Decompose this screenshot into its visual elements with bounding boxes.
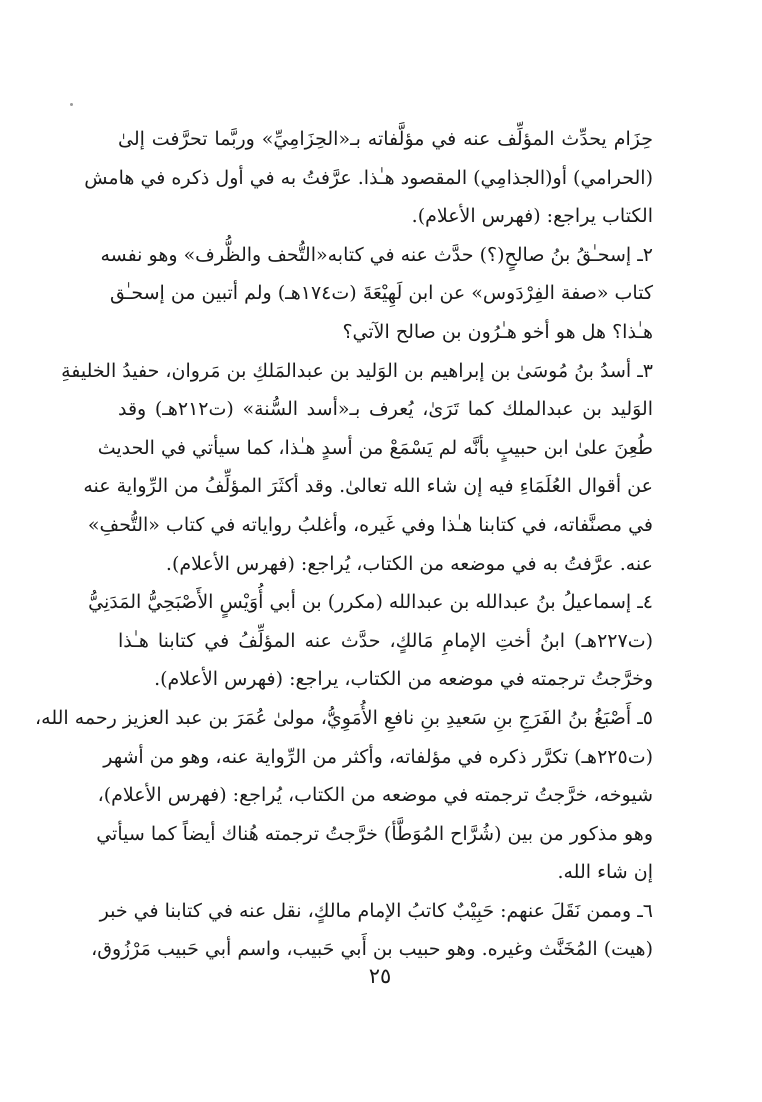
text-line: وهو مذكور من بين (شُرَّاح المُوَطَّأ) خرَّجتُ ترجمته هُناك أيضاً كما سيأتي [96,822,653,845]
text-line: عن أقوال العُلَمَاءِ فيه إن شاء الله تعالىٰ. وقد أكثَرَ المؤلِّفُ من الرِّواية عنه [83,475,653,498]
text-line: إن شاء الله. [557,861,653,884]
text-line: (هيت) المُخَنَّث وغيره. وهو حبيب بن أَبي حَبيب، واسم أبي حَبيب مَرْزُوق، [91,938,653,961]
text-line: ٥ـ أَصْبَغُ بنُ الفَرَجِ بنِ سَعيدِ بنِ نافعِ الأُمَوِيُّ، مولىٰ عُمَرَ بن عبد العزيز رحمه الله، [35,706,653,729]
text-line: ٣ـ أسدُ بنُ مُوسَىٰ بن إبراهيم بن الوَليد بن عبدالمَلكِ بن مَروان، حفيدُ الخليفةِ [61,359,653,382]
text-line: هـٰذا؟ هل هو أخو هـٰرُون بن صالح الآتي؟ [342,320,653,343]
text-line: طُعِنَ علىٰ ابن حبيبٍ بأنَّه لم يَسْمَعْ من أسدٍ هـٰذا، كما سيأتي في الحديث [97,436,653,459]
scan-speck [70,103,73,106]
body-text [35,120,654,969]
text-line: شيوخه، خرَّجتُ ترجمته في موضعه من الكتاب، يُراجع: (فهرس الأعلام)، [97,784,653,807]
text-line: كتاب «صفة الفِرْدَوس» عن ابن لَهِيْعَةَ (ت١٧٤هـ) ولم أتبين من إسحـٰق [109,282,653,305]
text-line: حِزَام يحدِّث المؤلِّف عنه في مؤلَّفاته بـ«الحِزَامِيِّ» وربَّما تحرَّفت إلىٰ [118,128,653,150]
text-line: (الحرامي) أو(الجذامِي) المقصود هـٰذا. عرَّفتُ به في أول ذكره في هامش [84,166,653,189]
text-line: (ت٢٢٥هـ) تكرَّر ذكره في مؤلفاته، وأكثر من الرِّواية عنه، وهو من أشهر [103,745,653,768]
text-line: ٢ـ إسحـٰقُ بنُ صالحٍ(؟) حدَّث عنه في كتابه«التُّحف والظُّرف» وهو نفسه [100,243,653,266]
text-line: الوَليد بن عبدالملك كما تَرَىٰ، يُعرف بـ«أسد السُّنة» (ت٢١٢هـ) وقد [118,398,653,421]
page-number: ٢٥ [368,964,392,988]
text-line: عنه. عرَّفتُ به في موضعه من الكتاب، يُراجع: (فهرس الأعلام). [165,552,653,575]
text-line: (ت٢٢٧هـ) ابنُ أختِ الإمامِ مَالكٍ، حدَّث عنه المؤلِّفُ في كتابنا هـٰذا [118,629,654,652]
text-line: الكتاب يراجع: (فهرس الأعلام). [411,205,653,228]
text-line: ٦ـ وممن نَقَلَ عنهم: حَبِيْبٌ كاتبُ الإمام مالكٍ، نقل عنه في كتابنا في خبر [99,899,653,922]
text-line: في مصنَّفاته، في كتابنا هـٰذا وفي غَيره، وأغلبُ رواياته في كتاب «التُّحفِ» [87,513,653,536]
text-line: وخرَّجتُ ترجمته في موضعه من الكتاب، يراجع: (فهرس الأعلام). [154,668,653,691]
text-line: ٤ـ إسماعيلُ بنُ عبدالله بن عبدالله (مكرر) بن أبي أُوَيْسٍ الأَصْبَحِيُّ المَدَنِيُّ [88,591,653,614]
